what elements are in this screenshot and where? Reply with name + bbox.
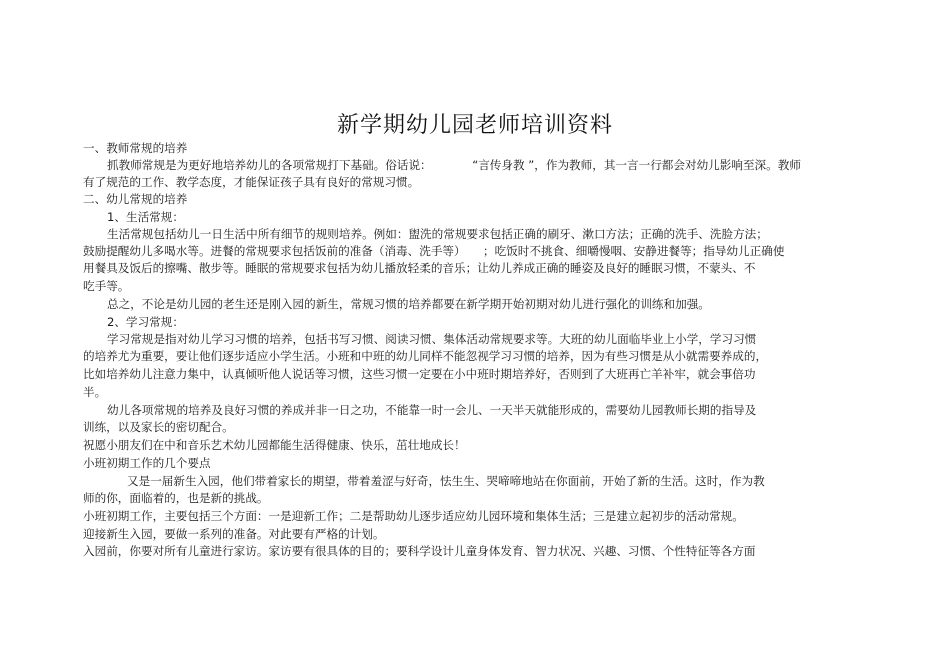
paragraph-line: 学习常规是指对幼儿学习习惯的培养，包括书写习惯、阅读习惯、集体活动常规要求等。大班的幼儿面临毕业上小学，学习习惯: [107, 332, 757, 346]
subheading-life-routine: 1、生活常规：: [107, 210, 184, 224]
paragraph-line: 用餐具及饭后的擦嘴、散步等。睡眠的常规要求包括为幼儿播放轻柔的音乐；让幼儿养成正确的睡姿及良好的睡眠习惯，不蒙头、不: [83, 261, 756, 275]
section-heading-child-routine: 二、幼儿常规的培养: [83, 192, 188, 206]
paragraph-line: 又是一届新生入园，他们带着家长的期望，带着羞涩与好奇，怯生生、哭啼啼地站在你面前，开始了新的生活。这时，作为教: [127, 474, 765, 488]
section-heading-kindergarten-tips: 小班初期工作的几个要点: [83, 456, 211, 470]
section-heading-teacher-routine: 一、教师常规的培养: [83, 141, 188, 155]
paragraph-line: 抓教师常规是为更好地培养幼儿的各项常规打下基础。俗话说： “言传身教 ”，作为教师，其一言一行都会对幼儿影响至深。教师: [107, 158, 801, 172]
paragraph-line: 幼儿各项常规的培养及良好习惯的养成并非一日之功，不能靠一时一会儿、一天半天就能形成的，需要幼儿园教师长期的指导及: [107, 403, 757, 417]
paragraph-line: 比如培养幼儿注意力集中，认真倾听他人说话等习惯，这些习惯一定要在小中班时期培养好，否则到了大班再亡羊补牢，就会事倍功: [83, 367, 756, 381]
paragraph-line: 半。: [83, 385, 107, 399]
subheading-study-routine: 2、学习常规：: [107, 315, 184, 329]
paragraph-line: 吃手等。: [83, 279, 130, 293]
paragraph-line: 训练，以及家长的密切配合。: [83, 420, 234, 434]
paragraph-line: 的培养尤为重要，要让他们逐步适应小学生活。小班和中班的幼儿同样不能忽视学习习惯的培养，因为有些习惯是从小就需要养成的，: [83, 349, 768, 363]
paragraph-line: 小班初期工作，主要包括三个方面：一是迎新工作；二是帮助幼儿逐步适应幼儿园环境和集体生活；三是建立起初步的活动常规。: [83, 509, 744, 523]
paragraph-line: 鼓励提醒幼儿多喝水等。进餐的常规要求包括饭前的准备（消毒、洗手等） ；吃饭时不挑食、细嚼慢咽、安静进餐等；指导幼儿正确使: [83, 244, 785, 258]
paragraph-line: 生活常规包括幼儿一日生活中所有细节的规则培养。例如：盥洗的常规要求包括正确的刷牙、漱口方法；正确的洗手、洗脸方法；: [107, 227, 768, 241]
paragraph-line: 师的你，面临着的，也是新的挑战。: [83, 491, 269, 505]
paragraph-line: 祝愿小朋友们在中和音乐艺术幼儿园都能生活得健康、快乐，茁壮地成长！: [83, 438, 466, 452]
paragraph-line: 总之，不论是幼儿园的老生还是刚入园的新生，常规习惯的培养都要在新学期开始初期对幼儿进行强化的训练和加强。: [107, 297, 710, 311]
paragraph-line: 迎接新生入园，要做一系列的准备。对此要有严格的计划。: [83, 527, 385, 541]
paragraph-line: 有了规范的工作、教学态度，才能保证孩子具有良好的常规习惯。: [83, 175, 420, 189]
paragraph-line: 入园前，你要对所有儿童进行家访。家访要有很具体的目的；要科学设计儿童身体发育、智力状况、兴趣、习惯、个性特征等各方面: [83, 544, 756, 558]
document-title: 新学期幼儿园老师培训资料: [336, 113, 613, 138]
